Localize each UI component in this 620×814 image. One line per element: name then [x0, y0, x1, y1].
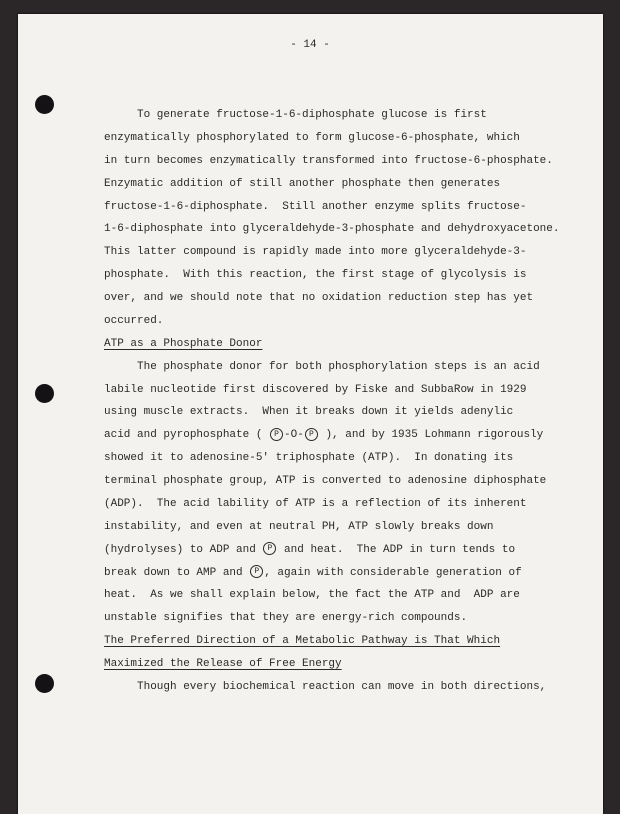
section-heading: The Preferred Direction of a Metabolic Pathway is That Which — [104, 635, 501, 648]
text-line: Enzymatic addition of still another phosphate then generates — [104, 177, 501, 190]
text-line: heat. As we shall explain below, the fact the ATP and ADP are — [104, 589, 520, 602]
circled-p-symbol: P — [270, 428, 283, 441]
section-heading: ATP as a Phosphate Donor — [104, 337, 263, 350]
text-line: over, and we should note that no oxidation reduction step has yet — [104, 292, 534, 304]
text-line: (ADP). The acid lability of ATP is a reflection of its inherent — [104, 497, 527, 510]
text-line: showed it to adenosine-5' triphosphate (ATP). In donating its — [104, 452, 514, 465]
text-line: The phosphate donor for both phosphorylation steps is an acid — [137, 360, 540, 373]
text-line: (hydrolyses) to ADP and P and heat. The ADP in turn tends to — [104, 543, 516, 556]
text-line: occurred. — [104, 314, 164, 327]
text-line: enzymatically phosphorylated to form glucose-6-phosphate, which — [104, 131, 520, 144]
text-line: To generate fructose-1-6-diphosphate glucose is first — [137, 109, 487, 121]
text-line: in turn becomes enzymatically transformed into fructose-6-phosphate. — [104, 154, 553, 167]
circled-p-symbol: P — [263, 542, 276, 555]
binder-hole — [35, 95, 54, 114]
text-line: fructose-1-6-diphosphate. Still another enzyme splits fructose- — [104, 200, 527, 213]
text-line: terminal phosphate group, ATP is converted to adenosine diphosphate — [104, 475, 547, 487]
text-line: acid and pyrophosphate ( P -O- P ), and by 1935 Lohmann rigorously — [104, 429, 544, 442]
text-line: instability, and even at neutral PH, ATP slowly breaks down — [104, 520, 494, 533]
text-line: This latter compound is rapidly made into more glyceraldehyde-3- — [104, 246, 527, 259]
text-line: using muscle extracts. When it breaks down it yields adenylic — [104, 406, 514, 419]
text-line: labile nucleotide first discovered by Fiske and SubbaRow in 1929 — [104, 383, 527, 396]
binder-hole — [35, 384, 54, 403]
circled-p-symbol: P — [305, 428, 318, 441]
text-line: 1-6-diphosphate into glyceraldehyde-3-phosphate and dehydroxyacetone. — [104, 223, 560, 236]
section-heading: Maximized the Release of Free Energy — [104, 658, 342, 670]
text-line: unstable signifies that they are energy-rich compounds. — [104, 612, 468, 625]
text-line: break down to AMP and P , again with considerable generation of — [104, 566, 522, 579]
page-number: - 14 - — [290, 39, 330, 51]
text-line: Though every biochemical reaction can move in both directions, — [137, 680, 547, 693]
document-body — [104, 104, 559, 699]
text-line: phosphate. With this reaction, the first stage of glycolysis is — [104, 269, 527, 282]
circled-p-symbol: P — [250, 565, 263, 578]
binder-hole — [35, 674, 54, 693]
